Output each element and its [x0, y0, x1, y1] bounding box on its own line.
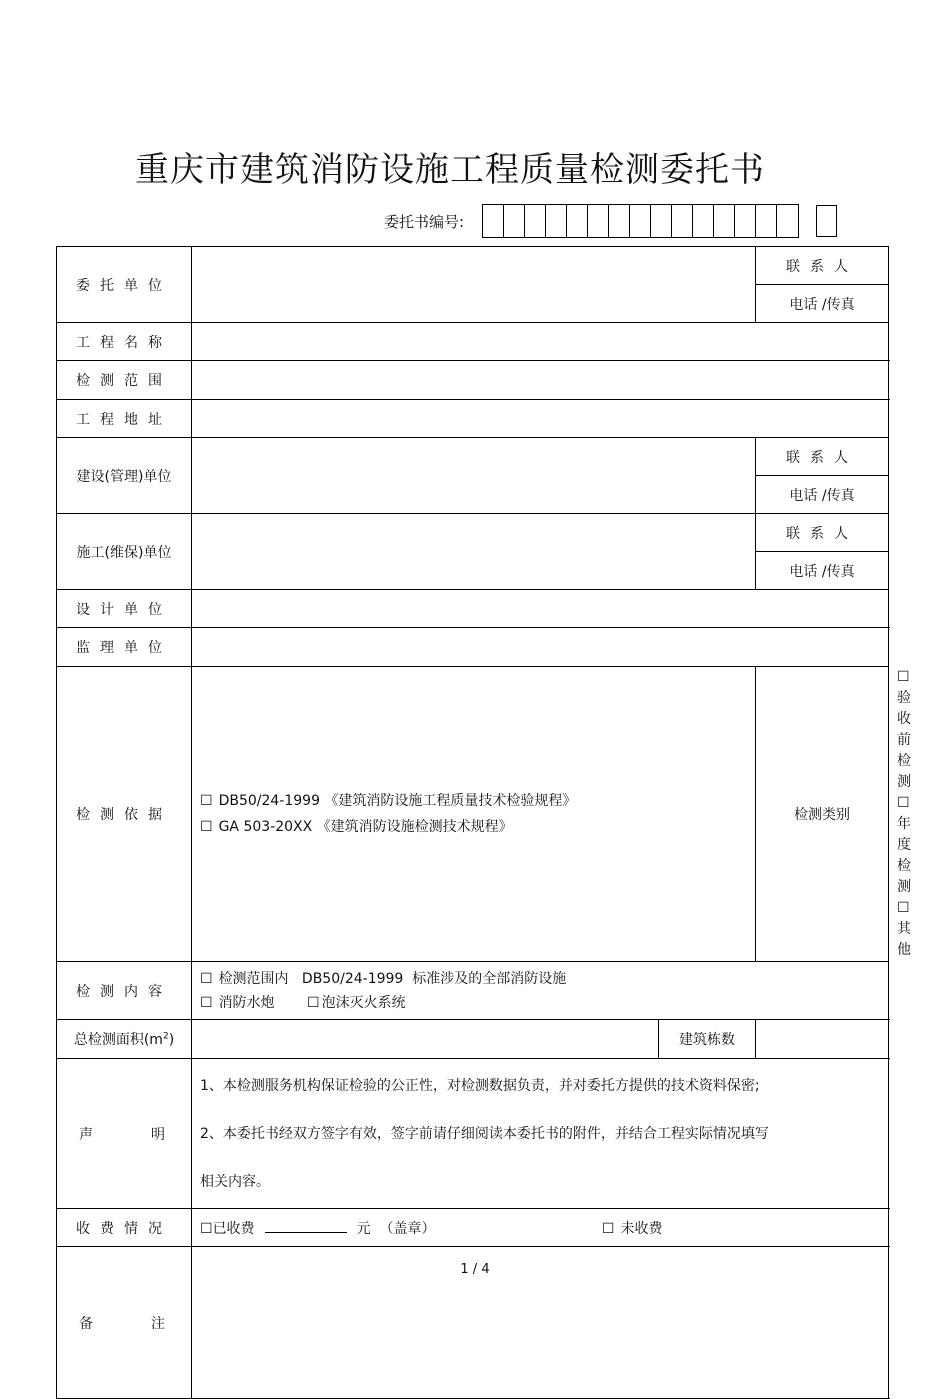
supervisor-label: 监理单位 [57, 628, 192, 667]
address-input[interactable] [192, 400, 889, 438]
buildings-label: 建筑栋数 [659, 1020, 756, 1059]
checkbox-icon[interactable]: ☐ [200, 793, 213, 809]
commission-number-boxes[interactable] [482, 204, 799, 238]
fee-unpaid-label: 未收费 [620, 1220, 663, 1237]
number-digit-box[interactable] [504, 205, 525, 237]
checkbox-icon[interactable]: ☐ [897, 900, 910, 916]
checkbox-icon[interactable]: ☐ [200, 994, 213, 1011]
project-name-input[interactable] [192, 323, 889, 361]
checkbox-icon[interactable]: ☐ [897, 795, 910, 811]
owner-phone-label: 电话 /传真 [756, 476, 889, 514]
content-option-cannon[interactable] [200, 995, 275, 1011]
statement-label-left: 声 [79, 1126, 93, 1143]
client-label: 委托单位 [57, 247, 192, 323]
scope-input[interactable] [192, 361, 889, 400]
page-indicator: 1 / 4 [460, 1262, 490, 1277]
basis-option-label: GA 503-20XX 《建筑消防设施检测技术规程》 [218, 819, 513, 835]
fee-paid-label: 已收费 [212, 1220, 255, 1237]
content-option-row [200, 991, 888, 1015]
area-label-suffix: ) [168, 1032, 175, 1048]
contractor-label: 施工(维保)单位 [57, 514, 192, 590]
number-digit-box[interactable] [651, 205, 672, 237]
statement-label [57, 1059, 192, 1209]
remark-label-left: 备 [79, 1315, 93, 1332]
basis-label: 检测依据 [57, 667, 192, 962]
client-phone-label: 电话 /传真 [756, 285, 889, 323]
fee-amount-input[interactable] [265, 1218, 347, 1233]
commission-number-label: 委托书编号: [384, 212, 465, 231]
content-option-foam[interactable] [307, 995, 406, 1011]
number-digit-box[interactable] [483, 205, 504, 237]
area-input[interactable] [192, 1020, 659, 1059]
area-label [57, 1020, 192, 1059]
address-label: 工程地址 [57, 400, 192, 438]
statement-content [192, 1059, 889, 1209]
checkbox-icon[interactable]: ☐ [601, 1220, 615, 1237]
number-digit-box[interactable] [546, 205, 567, 237]
category-label: 检测类别 [756, 667, 889, 962]
statement-line: 2、本委托书经双方签字有效，签字前请仔细阅读本委托书的附件，并结合工程实际情况填写 [200, 1125, 769, 1142]
content-option-label: 泡沫灭火系统 [321, 994, 406, 1011]
area-label-text: 总检测面积(m [73, 1032, 163, 1048]
commission-number-row [384, 204, 837, 238]
designer-label: 设计单位 [57, 590, 192, 628]
statement-label-right: 明 [151, 1126, 165, 1143]
number-digit-box[interactable] [630, 205, 651, 237]
number-digit-box[interactable] [588, 205, 609, 237]
client-contact-label: 联系人 [756, 247, 889, 285]
owner-contact-label: 联系人 [756, 438, 889, 476]
checkbox-icon[interactable]: ☐ [200, 970, 213, 987]
category-option-label: 年度检测 [897, 816, 912, 895]
fee-label: 收费情况 [57, 1209, 192, 1247]
basis-option-label: DB50/24-1999 《建筑消防设施工程质量技术检验规程》 [218, 793, 577, 809]
number-check-box[interactable] [816, 205, 837, 237]
scope-label: 检测范围 [57, 361, 192, 400]
remark-label-right: 注 [151, 1315, 165, 1332]
number-digit-box[interactable] [693, 205, 714, 237]
owner-input[interactable] [192, 438, 756, 514]
contractor-phone-label: 电话 /传真 [756, 552, 889, 590]
area-label-sup: 2 [162, 1031, 169, 1042]
number-digit-box[interactable] [714, 205, 735, 237]
owner-label: 建设(管理)单位 [57, 438, 192, 514]
fee-paid-option[interactable] [200, 1221, 255, 1237]
contractor-input[interactable] [192, 514, 756, 590]
statement-line: 相关内容。 [200, 1173, 270, 1190]
checkbox-icon[interactable]: ☐ [200, 819, 213, 835]
basis-options [192, 667, 756, 962]
number-digit-box[interactable] [609, 205, 630, 237]
content-options [192, 962, 889, 1020]
designer-input[interactable] [192, 590, 889, 628]
basis-option-ga503[interactable] [200, 815, 755, 839]
commission-form-table [56, 246, 912, 1399]
number-digit-box[interactable] [525, 205, 546, 237]
checkbox-icon[interactable]: ☐ [897, 669, 910, 685]
number-digit-box[interactable] [735, 205, 756, 237]
number-digit-box[interactable] [777, 205, 798, 237]
supervisor-input[interactable] [192, 628, 889, 667]
category-option-label: 其他 [897, 921, 912, 958]
project-name-label: 工程名称 [57, 323, 192, 361]
content-option-label: 消防水炮 [218, 994, 275, 1011]
number-digit-box[interactable] [672, 205, 693, 237]
buildings-input[interactable] [756, 1020, 889, 1059]
number-digit-box[interactable] [567, 205, 588, 237]
content-label: 检测内容 [57, 962, 192, 1020]
page-title: 重庆市建筑消防设施工程质量检测委托书 [135, 150, 765, 190]
fee-options [192, 1209, 889, 1247]
category-option-label: 验收前检测 [897, 690, 912, 790]
checkbox-icon[interactable]: ☐ [200, 1220, 213, 1237]
contractor-contact-label: 联系人 [756, 514, 889, 552]
content-option-full[interactable] [200, 967, 888, 991]
client-input[interactable] [192, 247, 756, 323]
fee-unpaid-option[interactable] [602, 1221, 663, 1237]
number-digit-box[interactable] [756, 205, 777, 237]
fee-unit-label: 元 （盖章） [356, 1220, 436, 1237]
checkbox-icon[interactable]: ☐ [307, 994, 320, 1011]
statement-line: 1、本检测服务机构保证检验的公正性，对检测数据负责，并对委托方提供的技术资料保密; [200, 1077, 760, 1094]
content-option-label: 检测范围内 DB50/24-1999 标准涉及的全部消防设施 [218, 970, 567, 987]
basis-option-db50[interactable] [200, 789, 755, 813]
